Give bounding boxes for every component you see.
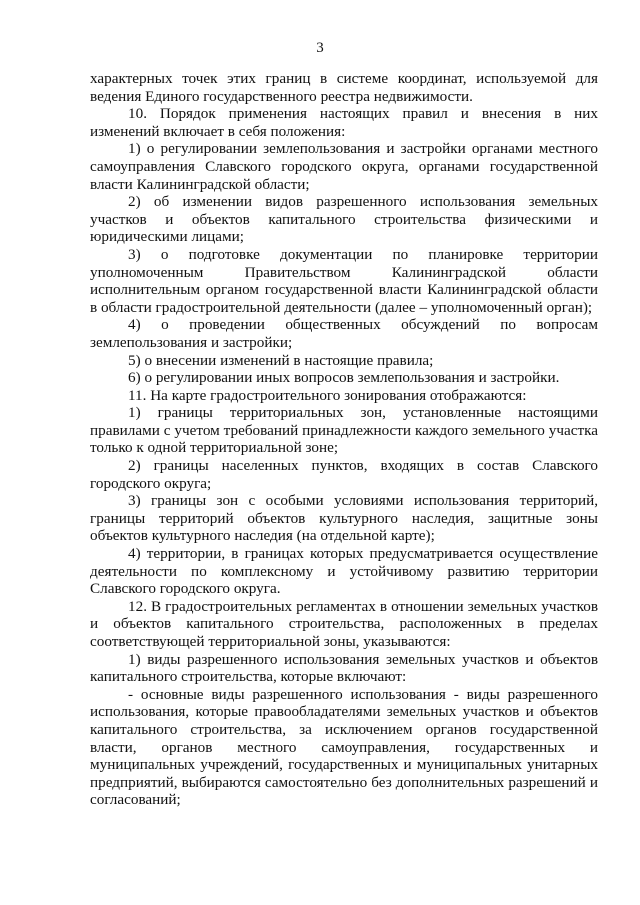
list-item: 1) виды разрешенного использования земельных участков и объектов капитального строительства, которые включают: bbox=[90, 650, 598, 686]
paragraph-item-12: 12. В градостроительных регламентах в отношении земельных участков и объектов капитального строительства, расположенных в пределах соответствующей территориальной зоны, указываются: bbox=[90, 597, 598, 650]
paragraph-item-11: 11. На карте градостроительного зонирования отображаются: bbox=[128, 386, 527, 404]
list-item: 6) о регулировании иных вопросов землепользования и застройки. bbox=[128, 369, 560, 387]
list-item: 1) о регулировании землепользования и застройки органами местного самоуправления Славского городского округа, органами государственной власти Калининградской области; bbox=[90, 140, 598, 193]
page-number: 3 bbox=[316, 40, 324, 56]
list-item: - основные виды разрешенного использования - виды разрешенного использования, которые правообладателями земельных участков и объектов капитального строительства, за исключением органов государственной власти, органов местного самоуправления, государственных и муниципальных учреждений, государственных и муниципальных унитарных предприятий, выбираются самостоятельно без дополнительных разрешений и согласований; bbox=[90, 685, 598, 809]
list-item: 3) о подготовке документации по планировке территории уполномоченным Правительством Калининградской области исполнительным органом государственной власти Калининградской области в области градостроительной деятельности (далее – уполномоченный орган); bbox=[90, 245, 598, 316]
list-item: 4) территории, в границах которых предусматривается осуществление деятельности по комплексному и устойчивому развитию территории Славского городского округа. bbox=[90, 545, 598, 598]
list-item: 3) границы зон с особыми условиями использования территорий, границы территорий объектов культурного наследия, защитные зоны объектов культурного наследия (на отдельной карте); bbox=[90, 492, 598, 545]
list-item: 5) о внесении изменений в настоящие правила; bbox=[128, 351, 434, 369]
paragraph-continuation: характерных точек этих границ в системе координат, используемой для ведения Единого государственного реестра недвижимости. bbox=[90, 70, 598, 105]
list-item: 4) о проведении общественных обсуждений по вопросам землепользования и застройки; bbox=[90, 316, 598, 351]
list-item: 1) границы территориальных зон, установленные настоящими правилами с учетом требований принадлежности каждого земельного участка только к одной территориальной зоне; bbox=[90, 404, 598, 457]
document-body bbox=[90, 70, 598, 809]
list-item: 2) об изменении видов разрешенного использования земельных участков и объектов капитального строительства физическими и юридическими лицами; bbox=[90, 193, 598, 246]
paragraph-item-10: 10. Порядок применения настоящих правил и внесения в них изменений включает в себя положения: bbox=[90, 105, 598, 140]
list-item: 2) границы населенных пунктов, входящих в состав Славского городского округа; bbox=[90, 457, 598, 492]
